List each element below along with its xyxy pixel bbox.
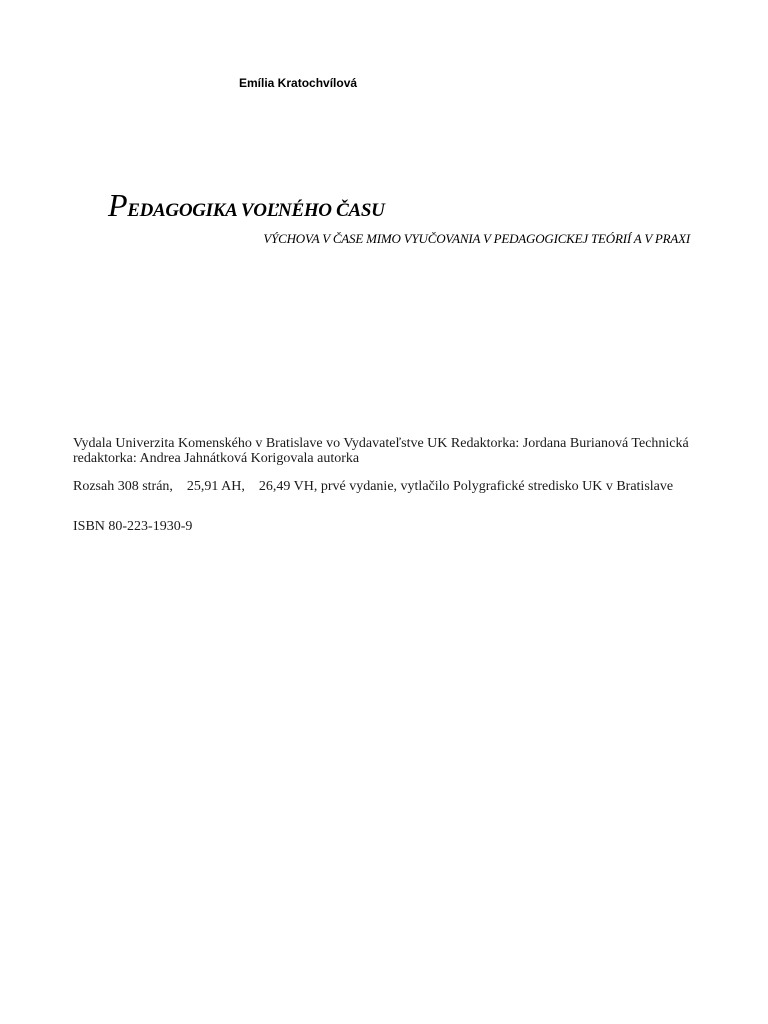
- author-name: Emília Kratochvílová: [239, 76, 358, 90]
- title-rest: EDAGOGIKA VOĽNÉHO ČASU: [127, 200, 385, 221]
- book-subtitle: VÝCHOVA V ČASE MIMO VYUČOVANIA V PEDAGOGICKEJ TEÓRIÍ A V PRAXI: [263, 231, 690, 246]
- title-initial: P: [108, 187, 128, 223]
- publisher-info: Vydala Univerzita Komenského v Bratislave vo Vydavateľstve UK Redaktorka: Jordana Burianová Technická redaktorka: Andrea Jahnátková Korigovala autorka: [73, 436, 689, 466]
- book-title: [108, 186, 385, 230]
- imprint-block: [73, 436, 703, 547]
- extent-info: Rozsah 308 strán, 25,91 AH, 26,49 VH, prvé vydanie, vytlačilo Polygrafické stredisko UK v Bratislave: [73, 479, 674, 494]
- isbn: ISBN 80-223-1930-9: [73, 519, 193, 534]
